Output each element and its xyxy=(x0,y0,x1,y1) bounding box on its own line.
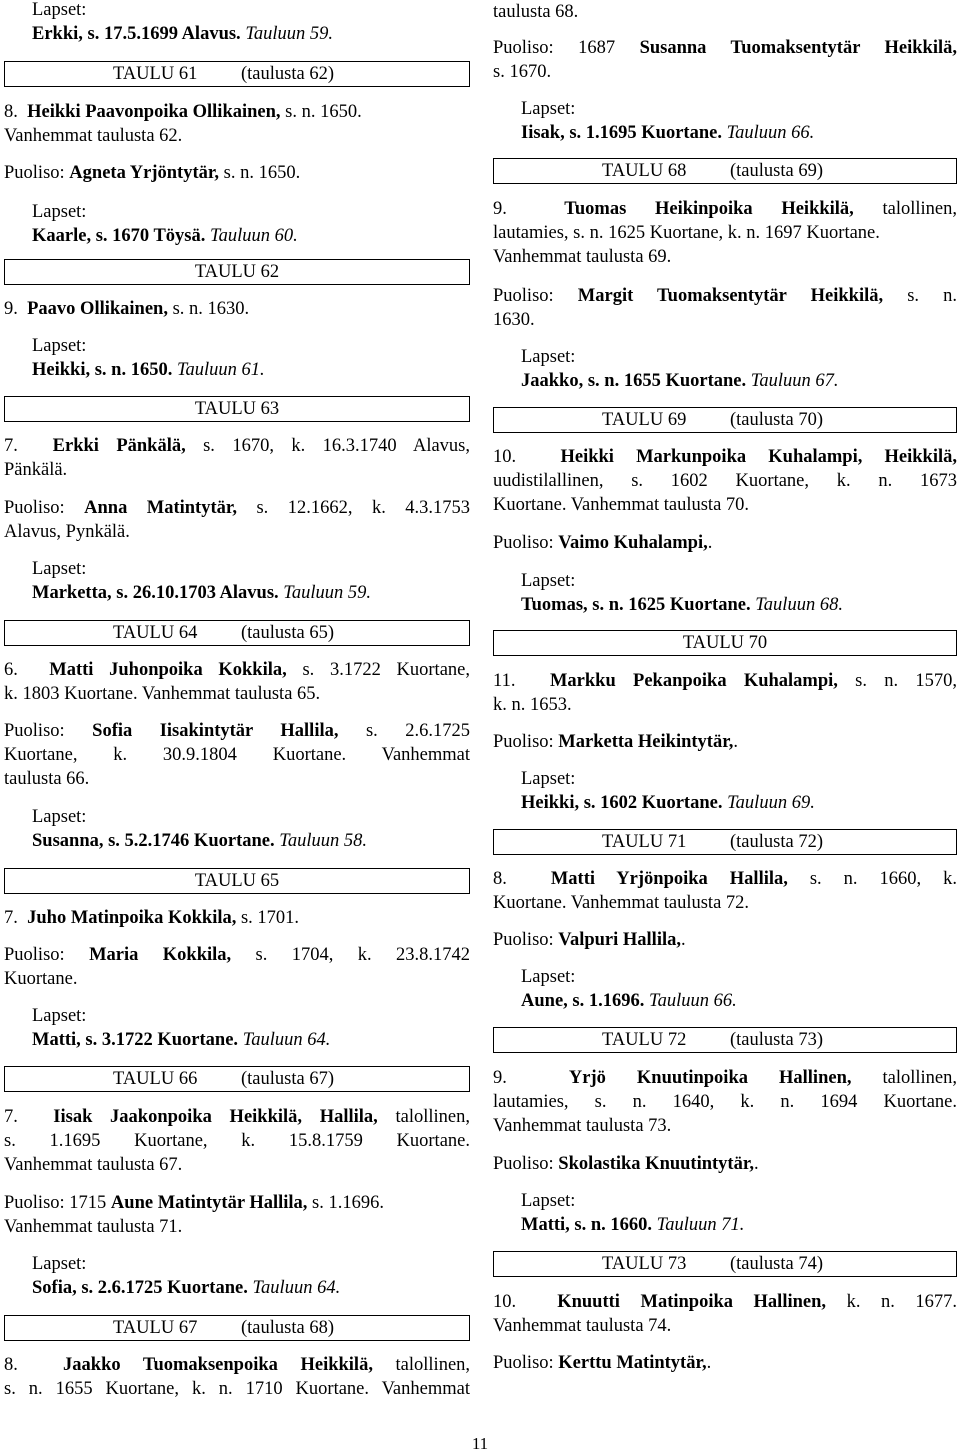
taulu-63-spouse: Puoliso: Anna Matintytär, s. 12.1662, k. 4.3.1753 Alavus, Pynkälä. xyxy=(4,498,471,542)
child-entry xyxy=(4,22,470,46)
taulu-62-header xyxy=(4,259,470,285)
taulu-63-children xyxy=(4,557,470,605)
person-name: Matti Juhonpoika Kokkila, xyxy=(49,660,287,680)
table-title: TAULU 67 xyxy=(113,1318,198,1338)
spouse-label: Puoliso: xyxy=(493,38,554,58)
taulu-69-header xyxy=(493,407,957,433)
taulu-64-person: 6. Matti Juhonpoika Kokkila, s. 3.1722 Kuortane, k. 1803 Kuortane. Vanhemmat taulusta 65. xyxy=(4,660,470,704)
child-entry xyxy=(4,1276,470,1300)
person-name: Matti Yrjönpoika Hallila, xyxy=(550,869,788,889)
taulu-71-person: 8. Matti Yrjönpoika Hallila, s. n. 1660, k. Kuortane. Vanhemmat taulusta 72. xyxy=(493,869,957,913)
person-name: Yrjö Knuutinpoika Hallinen, xyxy=(568,1068,852,1088)
child-name: Matti, s. 3.1722 Kuortane. xyxy=(32,1030,239,1050)
person-entry: 7. Juho Matinpoika Kokkila, s. 1701. xyxy=(4,908,300,928)
children-label: Lapset: xyxy=(32,559,87,579)
taulu-69-person: 10. Heikki Markunpoika Kuhalampi, Heikkilä, uudistilallinen, s. 1602 Kuortane, k. n. 1673 Kuortane. Vanhemmat taulusta 70. xyxy=(493,447,957,515)
taulu-61-spouse xyxy=(4,161,470,185)
spouse-entry: Puoliso: Sofia Iisakintytär Hallila, s. 2.6.1725 xyxy=(4,721,471,741)
child-entry xyxy=(4,581,470,605)
table-title: TAULU 68 xyxy=(602,161,687,181)
child-name: Matti, s. n. 1660. xyxy=(521,1215,653,1235)
spouse-label: Puoliso: xyxy=(493,286,554,306)
person-name: Paavo Ollikainen, xyxy=(27,299,168,319)
page-number: 11 xyxy=(471,1434,489,1453)
child-ref: Tauluun 59. xyxy=(245,24,334,44)
spouse-name: Sofia Iisakintytär Hallila, xyxy=(92,721,339,741)
person-entry: 10. Heikki Markunpoika Kuhalampi, Heikkilä, xyxy=(493,447,957,467)
person-name: Heikki Paavonpoika Ollikainen, xyxy=(27,102,281,122)
child-entry xyxy=(4,829,470,853)
spouse-label: Puoliso: xyxy=(4,163,65,183)
taulu-68-header xyxy=(493,158,957,184)
taulu-71-children xyxy=(493,965,957,1013)
parents-ref: Vanhemmat taulusta 69. xyxy=(493,247,672,267)
spouse-label: Puoliso: xyxy=(493,930,554,950)
person-name: Jaakko Tuomaksenpoika Heikkilä, xyxy=(63,1355,373,1375)
person-entry: 9. Tuomas Heikinpoika Heikkilä, talollinen, xyxy=(493,199,957,219)
person-entry: 9. Paavo Ollikainen, s. n. 1630. xyxy=(4,299,250,319)
child-ref: Tauluun 69. xyxy=(727,793,815,813)
taulu-73-person xyxy=(493,1290,957,1338)
taulu-64-children xyxy=(4,805,470,853)
children-label: Lapset: xyxy=(521,967,576,987)
taulu-67-header xyxy=(4,1315,470,1341)
spouse-name: Maria Kokkila, xyxy=(89,945,232,965)
person-name: Heikki Markunpoika Kuhalampi, Heikkilä, xyxy=(560,447,957,467)
spouse-entry: Puoliso: 1687 Susanna Tuomaksentytär Heikkilä, xyxy=(493,38,957,58)
person-entry: 6. Matti Juhonpoika Kokkila, s. 3.1722 Kuortane, xyxy=(4,660,470,680)
taulu-66-children xyxy=(4,1252,470,1300)
spouse-name: Susanna Tuomaksentytär Heikkilä, xyxy=(639,38,957,58)
child-ref: Tauluun 71. xyxy=(656,1215,745,1235)
table-from: (taulusta 72) xyxy=(730,832,823,852)
table-from: (taulusta 67) xyxy=(241,1069,334,1089)
person-name: Markku Pekanpoika Kuhalampi, xyxy=(549,671,838,691)
table-from: (taulusta 70) xyxy=(730,410,823,430)
taulu-60-children xyxy=(4,0,470,46)
spouse-name: Valpuri Hallila, xyxy=(558,930,681,950)
spouse-entry: Puoliso: Marketta Heikintytär,. xyxy=(493,732,738,752)
table-from: (taulusta 69) xyxy=(730,161,823,181)
child-entry xyxy=(493,791,957,815)
person-entry: 8. Heikki Paavonpoika Ollikainen, s. n. 1650. xyxy=(4,102,362,122)
taulu-68-children xyxy=(493,345,957,393)
children-label: Lapset: xyxy=(32,202,87,222)
spouse-name: Vaimo Kuhalampi, xyxy=(558,533,708,553)
spouse-entry: Puoliso: Anna Matintytär, s. 12.1662, k. 4.3.1753 xyxy=(4,498,471,518)
person-entry: 8. Jaakko Tuomaksenpoika Heikkilä, talollinen, xyxy=(4,1355,471,1375)
spouse-name: Margit Tuomaksentytär Heikkilä, xyxy=(577,286,884,306)
taulu-72-header xyxy=(493,1027,957,1053)
taulu-65-header xyxy=(4,868,470,894)
taulu-67-children xyxy=(493,97,957,145)
child-ref: Tauluun 68. xyxy=(755,595,843,615)
children-label: Lapset: xyxy=(32,0,87,20)
taulu-72-children xyxy=(493,1189,957,1237)
spouse-label: Puoliso: xyxy=(493,732,554,752)
children-label: Lapset: xyxy=(521,571,576,591)
taulu-66-person: 7. Iisak Jaakonpoika Heikkilä, Hallila, talollinen, s. 1.1695 Kuortane, k. 15.8.1759 Kuortane. Vanhemmat taulusta 67. xyxy=(4,1107,471,1175)
spouse-entry: Puoliso: Kerttu Matintytär,. xyxy=(493,1353,712,1373)
child-entry xyxy=(4,358,470,382)
child-entry xyxy=(4,1028,470,1052)
table-from: (taulusta 73) xyxy=(730,1030,823,1050)
spouse-entry: Puoliso: Maria Kokkila, s. 1704, k. 23.8.1742 xyxy=(4,945,471,965)
table-title: TAULU 65 xyxy=(194,871,280,891)
taulu-68-person: 9. Tuomas Heikinpoika Heikkilä, talollinen, lautamies, s. n. 1625 Kuortane, k. n. 1697 Kuortane. Vanhemmat taulusta 69. xyxy=(493,199,957,267)
child-ref: Tauluun 66. xyxy=(648,991,737,1011)
spouse-entry: Puoliso: Margit Tuomaksentytär Heikkilä, s. n. xyxy=(493,286,958,306)
person-entry: 7. Iisak Jaakonpoika Heikkilä, Hallila, talollinen, xyxy=(4,1107,471,1127)
taulu-65-person xyxy=(4,906,470,930)
taulu-68-spouse: Puoliso: Margit Tuomaksentytär Heikkilä, s. n. 1630. xyxy=(493,286,958,330)
parents-ref: taulusta 68. xyxy=(493,2,579,22)
child-name: Tuomas, s. n. 1625 Kuortane. xyxy=(521,595,751,615)
taulu-64-header xyxy=(4,620,470,646)
spouse-label: Puoliso: xyxy=(4,721,65,741)
spouse-name: Anna Matintytär, xyxy=(84,498,238,518)
table-from: (taulusta 62) xyxy=(241,64,334,84)
person-name: Iisak Jaakonpoika Heikkilä, Hallila, xyxy=(53,1107,378,1127)
taulu-65-spouse: Puoliso: Maria Kokkila, s. 1704, k. 23.8.1742 Kuortane. xyxy=(4,945,471,989)
child-name: Kaarle, s. 1670 Töysä. xyxy=(32,226,206,246)
taulu-73-header xyxy=(493,1251,957,1277)
child-name: Iisak, s. 1.1695 Kuortane. xyxy=(521,123,722,143)
child-ref: Tauluun 64. xyxy=(252,1278,341,1298)
spouse-entry: Puoliso: Skolastika Knuutintytär,. xyxy=(493,1154,759,1174)
child-entry xyxy=(493,369,957,393)
child-name: Heikki, s. n. 1650. xyxy=(32,360,173,380)
child-ref: Tauluun 61. xyxy=(176,360,265,380)
spouse-name: Kerttu Matintytär, xyxy=(558,1353,707,1373)
person-entry: 8. Matti Yrjönpoika Hallila, s. n. 1660, k. xyxy=(493,869,957,889)
child-ref: Tauluun 58. xyxy=(279,831,367,851)
parents-ref: Vanhemmat taulusta 62. xyxy=(4,126,183,146)
spouse-name: Agneta Yrjöntytär, xyxy=(69,163,219,183)
child-name: Jaakko, s. n. 1655 Kuortane. xyxy=(521,371,747,391)
taulu-69-children xyxy=(493,569,957,617)
table-title: TAULU 66 xyxy=(113,1069,198,1089)
spouse-label: Puoliso: xyxy=(4,498,65,518)
children-label: Lapset: xyxy=(32,1254,87,1274)
child-ref: Tauluun 60. xyxy=(209,226,298,246)
table-title: TAULU 71 xyxy=(602,832,687,852)
children-label: Lapset: xyxy=(521,347,576,367)
spouse-label: Puoliso: xyxy=(4,1193,65,1213)
children-label: Lapset: xyxy=(32,1006,87,1026)
person-entry: 11. Markku Pekanpoika Kuhalampi, s. n. 1570, xyxy=(493,671,958,691)
taulu-62-children xyxy=(4,334,470,382)
child-ref: Tauluun 67. xyxy=(750,371,839,391)
child-name: Aune, s. 1.1696. xyxy=(521,991,645,1011)
taulu-65-children xyxy=(4,1004,470,1052)
taulu-62-person xyxy=(4,297,470,321)
taulu-67-spouse: Puoliso: 1687 Susanna Tuomaksentytär Heikkilä, s. 1670. xyxy=(493,38,957,82)
spouse-entry: Puoliso: Vaimo Kuhalampi,. xyxy=(493,533,713,553)
table-title: TAULU 61 xyxy=(113,64,198,84)
children-label: Lapset: xyxy=(521,769,576,789)
child-name: Heikki, s. 1602 Kuortane. xyxy=(521,793,723,813)
child-entry xyxy=(493,593,957,617)
taulu-63-person: 7. Erkki Pänkälä, s. 1670, k. 16.3.1740 Alavus, Pänkälä. xyxy=(4,436,471,480)
spouse-name: Skolastika Knuutintytär, xyxy=(558,1154,754,1174)
person-name: Erkki Pänkälä, xyxy=(52,436,186,456)
table-from: (taulusta 65) xyxy=(241,623,334,643)
person-name: Tuomas Heikinpoika Heikkilä, xyxy=(564,199,854,219)
table-title: TAULU 64 xyxy=(113,623,198,643)
taulu-61-person xyxy=(4,100,470,148)
taulu-69-spouse xyxy=(493,531,957,555)
taulu-70-children xyxy=(493,767,957,815)
taulu-61-children xyxy=(4,200,470,248)
spouse-entry: Puoliso: Valpuri Hallila,. xyxy=(493,930,686,950)
children-label: Lapset: xyxy=(32,807,87,827)
person-name: Knuutti Matinpoika Hallinen, xyxy=(557,1292,827,1312)
spouse-name: Marketta Heikintytär, xyxy=(558,732,734,752)
taulu-73-spouse xyxy=(493,1351,957,1375)
child-ref: Tauluun 64. xyxy=(242,1030,331,1050)
child-ref: Tauluun 59. xyxy=(283,583,372,603)
taulu-71-spouse xyxy=(493,928,957,952)
children-label: Lapset: xyxy=(521,1191,576,1211)
spouse-label: Puoliso: xyxy=(493,1154,554,1174)
taulu-72-person: 9. Yrjö Knuutinpoika Hallinen, talollinen, lautamies, s. n. 1640, k. n. 1694 Kuortane. Vanhemmat taulusta 73. xyxy=(493,1068,958,1136)
child-ref: Tauluun 66. xyxy=(726,123,815,143)
child-entry xyxy=(493,989,957,1013)
person-entry: 7. Erkki Pänkälä, s. 1670, k. 16.3.1740 Alavus, xyxy=(4,436,471,456)
spouse-entry: Puoliso: Agneta Yrjöntytär, s. n. 1650. xyxy=(4,163,301,183)
spouse-name: Aune Matintytär Hallila, xyxy=(110,1193,308,1213)
table-title: TAULU 63 xyxy=(194,399,280,419)
table-title: TAULU 73 xyxy=(602,1254,687,1274)
spouse-entry: Puoliso: 1715 Aune Matintytär Hallila, s. 1.1696. xyxy=(4,1193,384,1213)
taulu-70-spouse xyxy=(493,730,957,754)
taulu-67-person: 8. Jaakko Tuomaksenpoika Heikkilä, talollinen, s. n. 1655 Kuortane, k. n. 1710 Kuortane. Vanhemmat xyxy=(4,1355,471,1399)
parents-ref: Vanhemmat taulusta 67. xyxy=(4,1155,183,1175)
taulu-61-header xyxy=(4,61,470,87)
child-entry xyxy=(493,121,957,145)
taulu-64-spouse: Puoliso: Sofia Iisakintytär Hallila, s. 2.6.1725 Kuortane, k. 30.9.1804 Kuortane. Vanhemmat taulusta 66. xyxy=(4,721,471,789)
spouse-label: Puoliso: xyxy=(4,945,65,965)
child-name: Sofia, s. 2.6.1725 Kuortane. xyxy=(32,1278,248,1298)
children-label: Lapset: xyxy=(521,99,576,119)
person-entry: 10. Knuutti Matinpoika Hallinen, k. n. 1677. xyxy=(493,1292,958,1312)
taulu-67-continued xyxy=(493,0,957,24)
parents-ref: Vanhemmat taulusta 73. xyxy=(493,1116,672,1136)
table-from: (taulusta 74) xyxy=(730,1254,823,1274)
table-title: TAULU 62 xyxy=(194,262,280,282)
children-label: Lapset: xyxy=(32,336,87,356)
table-title: TAULU 72 xyxy=(602,1030,687,1050)
person-name: Juho Matinpoika Kokkila, xyxy=(27,908,237,928)
taulu-66-header xyxy=(4,1066,470,1092)
spouse-label: Puoliso: xyxy=(493,1353,554,1373)
child-name: Erkki, s. 17.5.1699 Alavus. xyxy=(32,24,241,44)
taulu-72-spouse xyxy=(493,1152,957,1176)
taulu-66-spouse: Puoliso: 1715 Aune Matintytär Hallila, s. 1.1696. Vanhemmat taulusta 71. xyxy=(4,1191,470,1239)
spouse-label: Puoliso: xyxy=(493,533,554,553)
parents-ref: Vanhemmat taulusta 74. xyxy=(493,1316,672,1336)
taulu-63-header xyxy=(4,396,470,422)
child-entry xyxy=(4,224,470,248)
taulu-71-header xyxy=(493,829,957,855)
table-from: (taulusta 68) xyxy=(241,1318,334,1338)
child-name: Susanna, s. 5.2.1746 Kuortane. xyxy=(32,831,275,851)
taulu-70-header xyxy=(493,630,957,656)
child-name: Marketta, s. 26.10.1703 Alavus. xyxy=(32,583,279,603)
person-entry: 9. Yrjö Knuutinpoika Hallinen, talollinen, xyxy=(493,1068,958,1088)
table-title: TAULU 70 xyxy=(682,633,768,653)
table-title: TAULU 69 xyxy=(602,410,687,430)
taulu-70-person: 11. Markku Pekanpoika Kuhalampi, s. n. 1570, k. n. 1653. xyxy=(493,671,958,715)
child-entry xyxy=(493,1213,957,1237)
